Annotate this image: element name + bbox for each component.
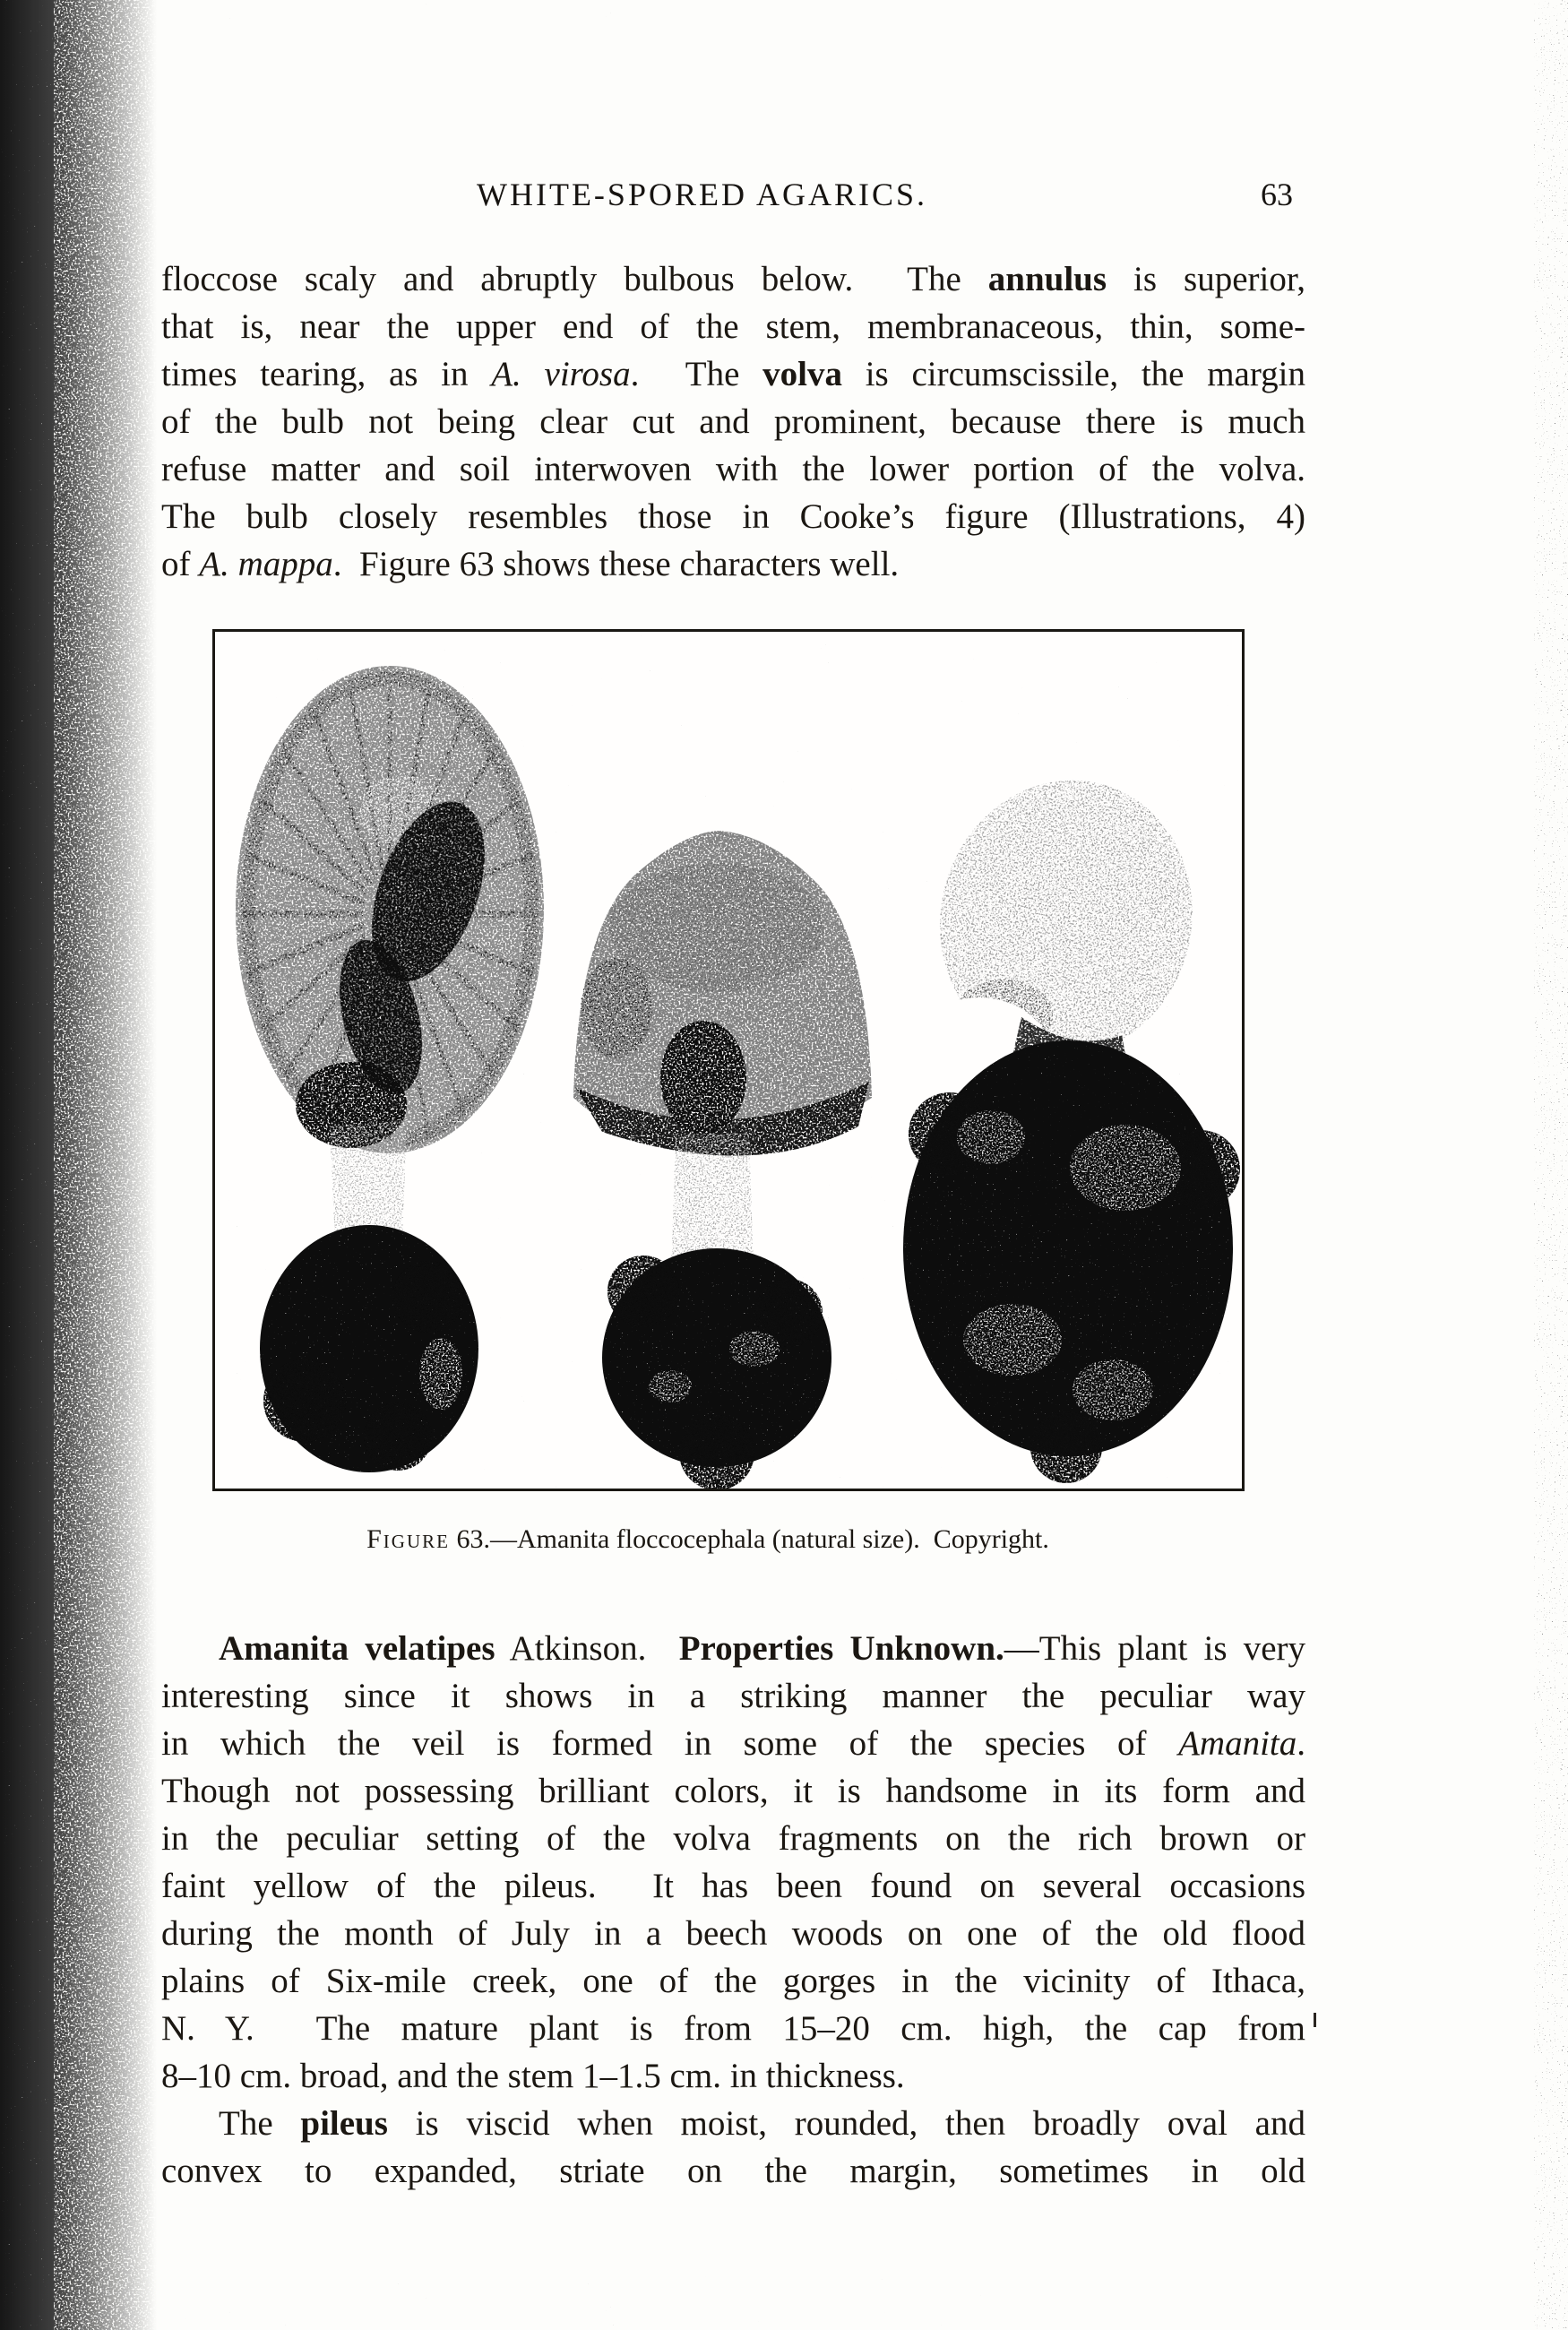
bottom-edge-scan-noise xyxy=(0,2276,986,2330)
text-run-bold: volva xyxy=(762,355,842,393)
text-run-bold: pileus xyxy=(300,2104,388,2143)
page-number: 63 xyxy=(1261,177,1293,212)
text-run-italic: Amanita xyxy=(1178,1724,1297,1763)
running-title: WHITE-SPORED AGARICS. xyxy=(476,177,927,212)
left-bulb-highlight xyxy=(419,1338,462,1410)
text-line xyxy=(161,1957,1305,2005)
figure-frame xyxy=(212,629,1245,1491)
text-run: N. Y. The mature plant is from 15–20 cm. high, the cap from xyxy=(161,2009,1305,2048)
middle-bulb-highlight xyxy=(729,1331,780,1367)
text-run: that is, near the upper end of the stem, membranaceous, thin, some- xyxy=(161,307,1305,346)
right-volva-light-patch xyxy=(1073,1359,1153,1420)
text-run: in the peculiar setting of the volva fragments on the rich brown or xyxy=(161,1819,1305,1858)
text-run: times tearing, as in xyxy=(161,355,492,393)
text-run-bold: Amanita velatipes xyxy=(219,1629,495,1668)
left-bulb-ragged-edge xyxy=(364,1402,432,1471)
text-line xyxy=(161,540,1305,588)
top-edge-scan-noise xyxy=(0,0,806,23)
right-volva-ragged-edge xyxy=(1030,1411,1102,1483)
paragraph-1 xyxy=(161,255,1305,588)
figure-caption xyxy=(161,1522,1254,1558)
text-run: is superior, xyxy=(1107,260,1306,298)
text-run: refuse matter and soil interwoven with the lower portion of the volva. xyxy=(161,450,1305,488)
text-run: floccose scaly and abruptly bulbous below. The xyxy=(161,260,988,298)
middle-cap-dark-patch xyxy=(581,958,652,1058)
middle-bulb-ragged-edge xyxy=(607,1256,679,1327)
text-run: The bulb closely resembles those in Cooke’s figure (Illustrations, 4) xyxy=(161,497,1305,536)
text-line xyxy=(161,2100,1305,2147)
right-volva-light-patch xyxy=(1070,1125,1181,1211)
text-line xyxy=(161,2005,1305,2052)
middle-bulb-highlight xyxy=(649,1370,692,1402)
text-line xyxy=(161,2147,1305,2195)
text-run-bold: annulus xyxy=(987,260,1107,298)
text-run: The xyxy=(219,2104,301,2143)
text-line xyxy=(161,2052,1305,2100)
text-line xyxy=(161,1672,1305,1720)
text-run: 8–10 cm. broad, and the stem 1–1.5 cm. in thickness. xyxy=(161,2057,905,2095)
text-run: Though not possessing brilliant colors, it is handsome in its form and xyxy=(161,1772,1305,1810)
text-run: is circumscissile, the margin xyxy=(841,355,1305,393)
text-line xyxy=(161,255,1305,303)
text-run: . xyxy=(1297,1724,1305,1763)
text-line xyxy=(161,1862,1305,1910)
scan-artifact xyxy=(1314,2013,1316,2027)
text-line xyxy=(161,398,1305,445)
text-run-italic: A. virosa xyxy=(491,355,631,393)
figure-illustration-mushrooms xyxy=(215,632,1242,1489)
paragraph-3 xyxy=(161,2100,1305,2195)
text-line xyxy=(161,1625,1305,1672)
text-line xyxy=(161,445,1305,493)
text-run: plains of Six-mile creek, one of the gorges in the vicinity of Ithaca, xyxy=(161,1962,1305,2000)
text-line xyxy=(161,1767,1305,1815)
text-line xyxy=(161,350,1305,398)
right-edge-scan-noise xyxy=(1534,0,1568,2330)
left-edge-scan-noise xyxy=(0,0,157,2330)
text-line xyxy=(161,493,1305,540)
middle-bulb-ragged-edge xyxy=(679,1415,754,1489)
left-bulb-ragged-edge xyxy=(392,1261,464,1333)
text-line xyxy=(161,303,1305,350)
caption-figure-label: Figure xyxy=(366,1524,450,1554)
text-run: in which the veil is formed in some of the species of xyxy=(161,1724,1179,1763)
text-run-italic: A. mappa xyxy=(199,545,333,583)
text-run-bold: Properties Unknown. xyxy=(678,1629,1004,1668)
text-run: of xyxy=(161,545,200,583)
text-line xyxy=(161,1720,1305,1767)
text-line xyxy=(161,1815,1305,1862)
caption-text: 63.—Amanita floccocephala (natural size). Copyright. xyxy=(449,1524,1049,1554)
text-run: interesting since it shows in a striking manner the peculiar way xyxy=(161,1677,1305,1715)
text-run: . The xyxy=(630,355,763,393)
text-run: is viscid when moist, rounded, then broadly oval and xyxy=(387,2104,1305,2143)
paragraph-2 xyxy=(161,1625,1305,2100)
right-volva-light-patch xyxy=(963,1304,1062,1376)
left-bulb-ragged-edge xyxy=(263,1359,346,1442)
text-run: . Figure 63 shows these characters well. xyxy=(332,545,900,583)
text-run: Atkinson. xyxy=(495,1629,679,1668)
text-run: convex to expanded, striate on the margin, sometimes in old xyxy=(161,2152,1305,2190)
text-run: faint yellow of the pileus. It has been found on several occasions xyxy=(161,1867,1305,1905)
text-line xyxy=(161,1910,1305,1957)
middle-cap-dark-blob xyxy=(660,1021,746,1135)
text-run: of the bulb not being clear cut and prominent, because there is much xyxy=(161,402,1305,441)
text-run: —This plant is very xyxy=(1004,1629,1305,1668)
page-header xyxy=(161,176,1305,217)
text-run: during the month of July in a beech woods on one of the old flood xyxy=(161,1914,1305,1953)
right-volva-light-patch xyxy=(957,1110,1025,1164)
